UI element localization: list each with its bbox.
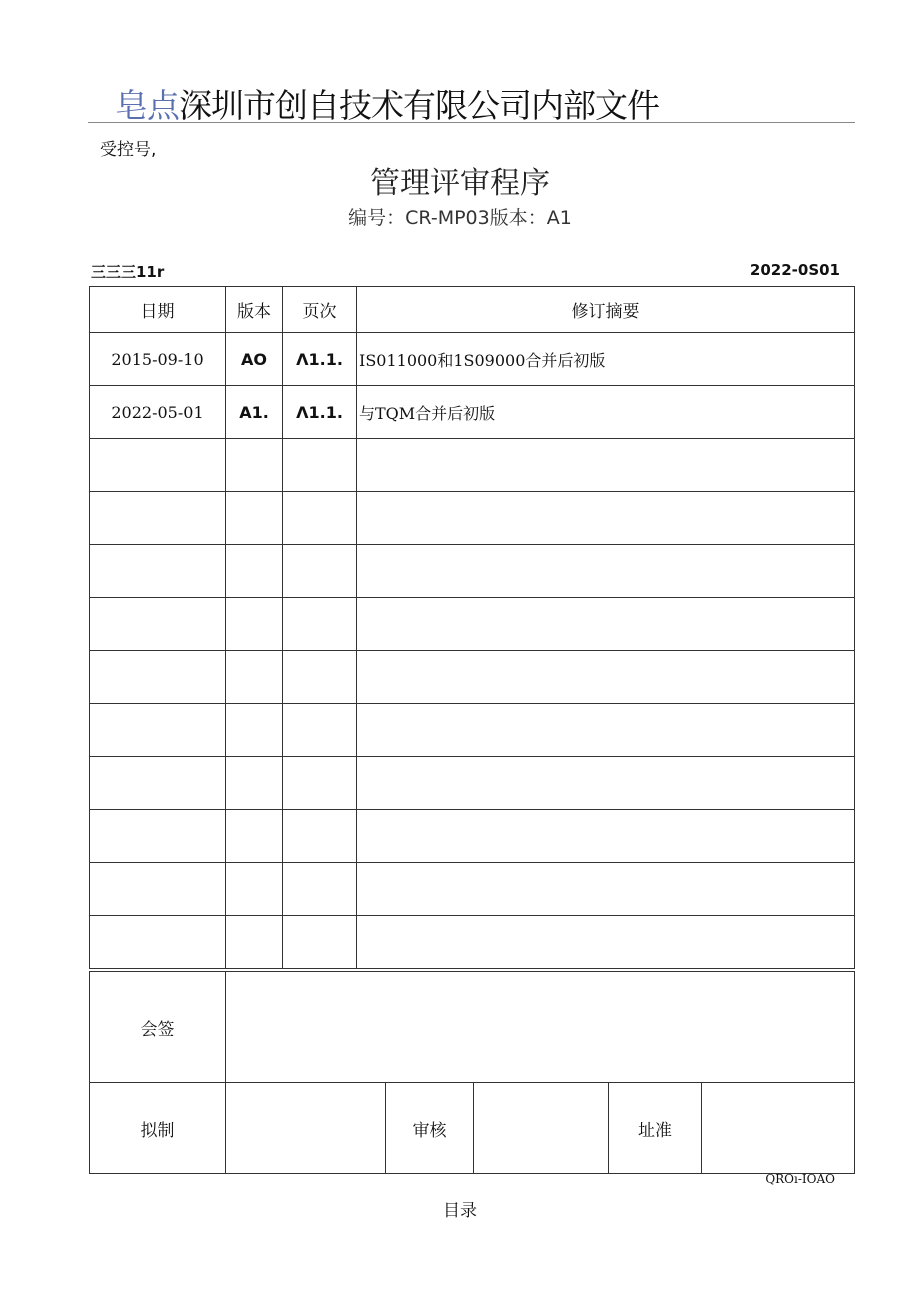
draft-label: 拟制 [90, 1083, 226, 1174]
empty-row [90, 545, 855, 598]
meta-left-text: 三三三11r [91, 263, 165, 281]
table-row [90, 333, 855, 386]
empty-row [90, 598, 855, 651]
empty-row [90, 757, 855, 810]
row-summary: IS011000和1S09000合并后初版 [357, 333, 855, 386]
empty-row [90, 492, 855, 545]
empty-row [90, 704, 855, 757]
revision-table-header [90, 287, 855, 333]
empty-row [90, 439, 855, 492]
document-code: 编号：CR-MP03版本：A1 [348, 207, 572, 229]
empty-row [90, 651, 855, 704]
review-label: 审核 [386, 1083, 474, 1174]
countersign-row [90, 972, 855, 1083]
header-page: 页次 [283, 287, 357, 333]
company-name: 深圳市创自技术有限公司内部文件 [179, 86, 659, 125]
empty-row [90, 863, 855, 916]
row-page: Λ1.1. [283, 333, 357, 386]
empty-row [90, 810, 855, 863]
company-header [115, 80, 659, 127]
header-version: 版本 [226, 287, 283, 333]
row-page: Λ1.1. [283, 386, 357, 439]
review-field [474, 1083, 609, 1174]
approve-field [702, 1083, 855, 1174]
table-row [90, 386, 855, 439]
header-date: 日期 [90, 287, 226, 333]
row-date: 2022-05-01 [90, 386, 226, 439]
document-title: 管理评审程序 [370, 166, 550, 201]
revision-table [89, 286, 855, 969]
row-version: A1. [226, 386, 283, 439]
form-code: QROı-IOAO [765, 1172, 835, 1186]
approve-label: 址准 [609, 1083, 702, 1174]
empty-row [90, 916, 855, 969]
row-date: 2015-09-10 [90, 333, 226, 386]
row-summary: 与TQM合并后初版 [357, 386, 855, 439]
countersign-label: 会签 [90, 972, 226, 1083]
controlled-number-label: 受控号, [100, 140, 157, 160]
header-summary: 修订摘要 [357, 287, 855, 333]
toc-title: 目录 [443, 1201, 477, 1221]
header-divider [88, 122, 855, 123]
approval-row [90, 1083, 855, 1174]
company-logo-text: 皂点 [115, 86, 179, 125]
signoff-table [89, 971, 855, 1174]
countersign-field [226, 972, 855, 1083]
effective-date: 2022-0S01 [749, 261, 840, 279]
row-version: AO [226, 333, 283, 386]
draft-field [226, 1083, 386, 1174]
